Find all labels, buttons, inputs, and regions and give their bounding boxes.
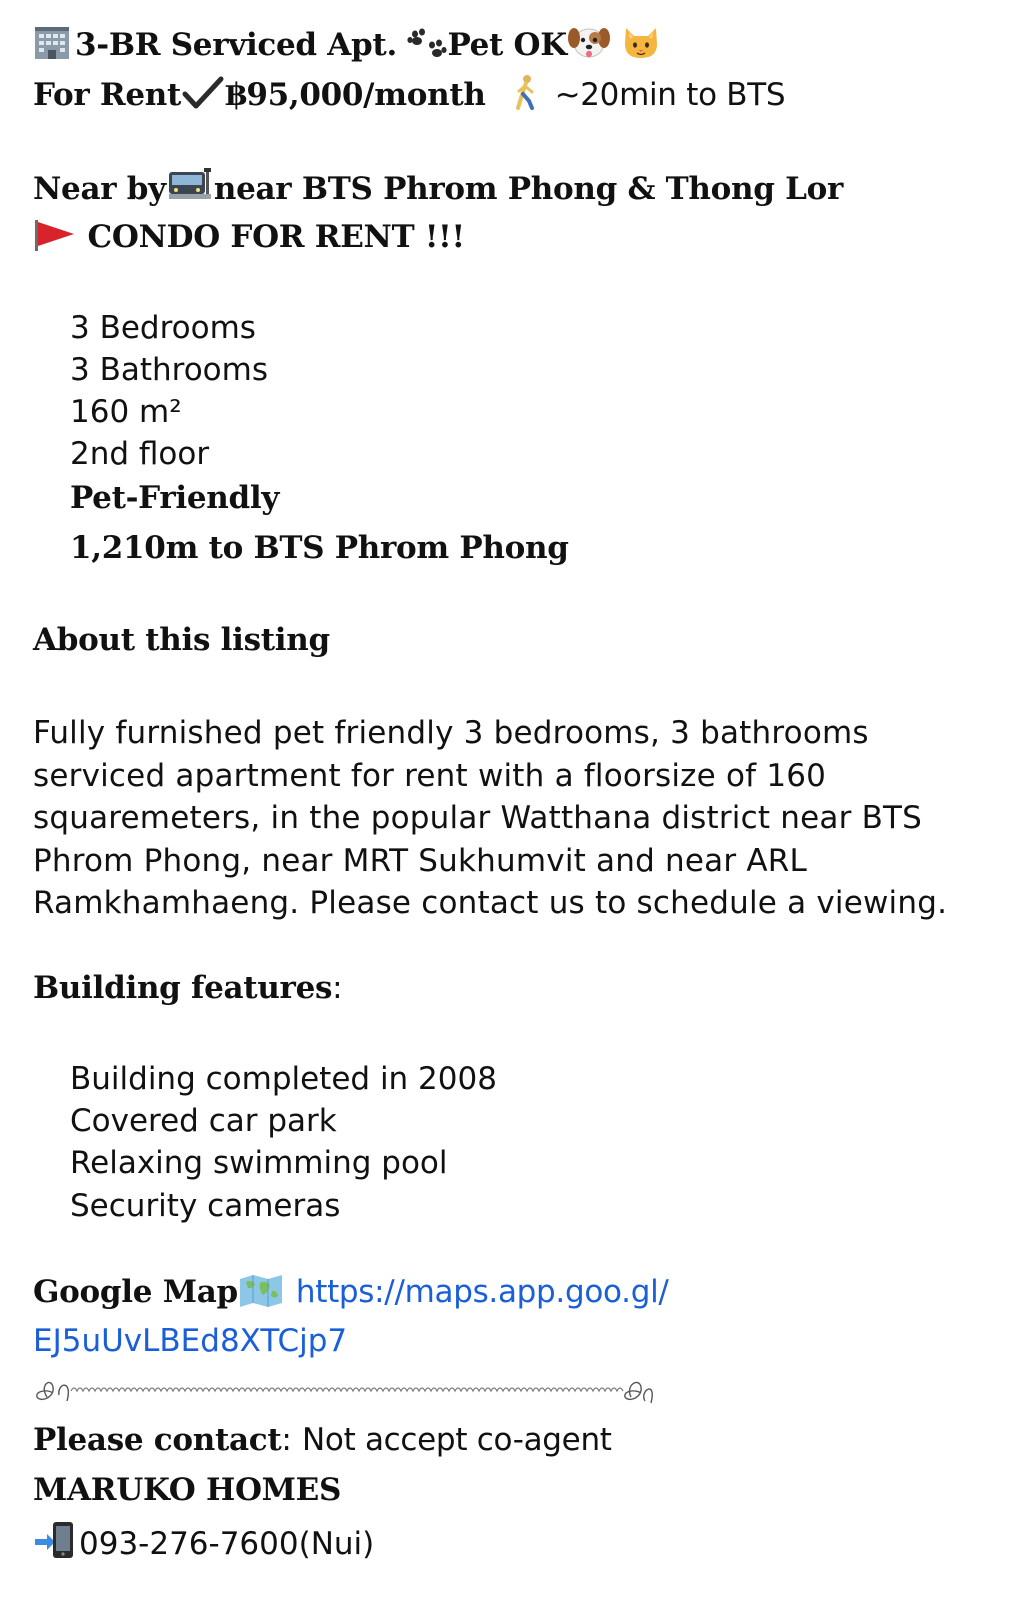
for-rent-label: For Rent	[33, 77, 182, 113]
building-heading-colon: :	[332, 970, 343, 1006]
spec-size: 160 m²	[70, 394, 182, 430]
spec-pet-friendly: Pet-Friendly	[70, 480, 280, 516]
contact-colon: :	[281, 1422, 292, 1458]
office-building-icon	[33, 25, 71, 59]
feature-car-park: Covered car park	[70, 1103, 337, 1139]
title-text: 3-BR Serviced Apt.	[75, 27, 397, 63]
phone-line	[33, 1521, 374, 1563]
contact-line	[33, 1422, 612, 1458]
spec-bedrooms: 3 Bedrooms	[70, 310, 256, 346]
company-name: MARUKO HOMES	[33, 1472, 342, 1508]
pet-ok-text: Pet OK	[447, 27, 567, 63]
contact-label: Please contact	[33, 1422, 282, 1458]
map-link-part-1[interactable]: https://maps.app.goo.gl/	[295, 1274, 669, 1310]
mobile-phone-arrow-icon	[33, 1521, 79, 1563]
contact-note: Not accept co-agent	[302, 1422, 612, 1458]
condo-text: CONDO FOR RENT !!!	[87, 219, 465, 255]
person-walking-icon	[510, 74, 540, 118]
building-heading-text: Building features	[33, 970, 333, 1006]
title-line-1	[33, 24, 661, 68]
near-by-text: near BTS Phrom Phong & Thong Lor	[213, 171, 844, 207]
spec-bts-distance: 1,210m to BTS Phrom Phong	[70, 530, 569, 566]
condo-line	[33, 218, 465, 260]
near-by-line	[33, 168, 843, 212]
phone-number[interactable]: 093-276-7600(Nui)	[79, 1526, 375, 1562]
walk-time-text: ~20min to BTS	[554, 77, 786, 113]
check-mark-icon	[181, 76, 225, 118]
about-body: Fully furnished pet friendly 3 bedrooms, 3 bathrooms serviced apartment for rent with a floorsize of 160 squaremeters, in the popular Watthana district near BTS Phrom Phong, near MRT Sukhumvit and near ARL Ramkhamhaeng. Please contact us to schedule a viewing.	[33, 715, 948, 921]
dog-face-icon	[567, 24, 611, 68]
price-text: ฿95,000/month	[225, 77, 486, 113]
paw-prints-icon	[407, 28, 447, 68]
feature-cameras: Security cameras	[70, 1188, 341, 1224]
feature-pool: Relaxing swimming pool	[70, 1145, 448, 1181]
spec-floor: 2nd floor	[70, 436, 210, 472]
title-line-2	[33, 74, 785, 118]
red-flag-icon	[33, 218, 77, 260]
decorative-divider	[33, 1375, 658, 1405]
train-icon	[166, 168, 214, 212]
google-map-line	[33, 1273, 669, 1315]
building-features-heading	[33, 970, 342, 1006]
near-by-label: Near by	[33, 171, 166, 207]
map-link-part-2[interactable]: EJ5uUvLBEd8XTCjp7	[33, 1323, 348, 1359]
feature-completed: Building completed in 2008	[70, 1061, 497, 1097]
world-map-icon	[238, 1273, 284, 1315]
about-heading: About this listing	[33, 622, 330, 658]
spec-bathrooms: 3 Bathrooms	[70, 352, 268, 388]
cat-face-icon	[621, 24, 661, 68]
map-link-line-2	[33, 1323, 347, 1359]
google-map-label: Google Map	[33, 1274, 238, 1310]
